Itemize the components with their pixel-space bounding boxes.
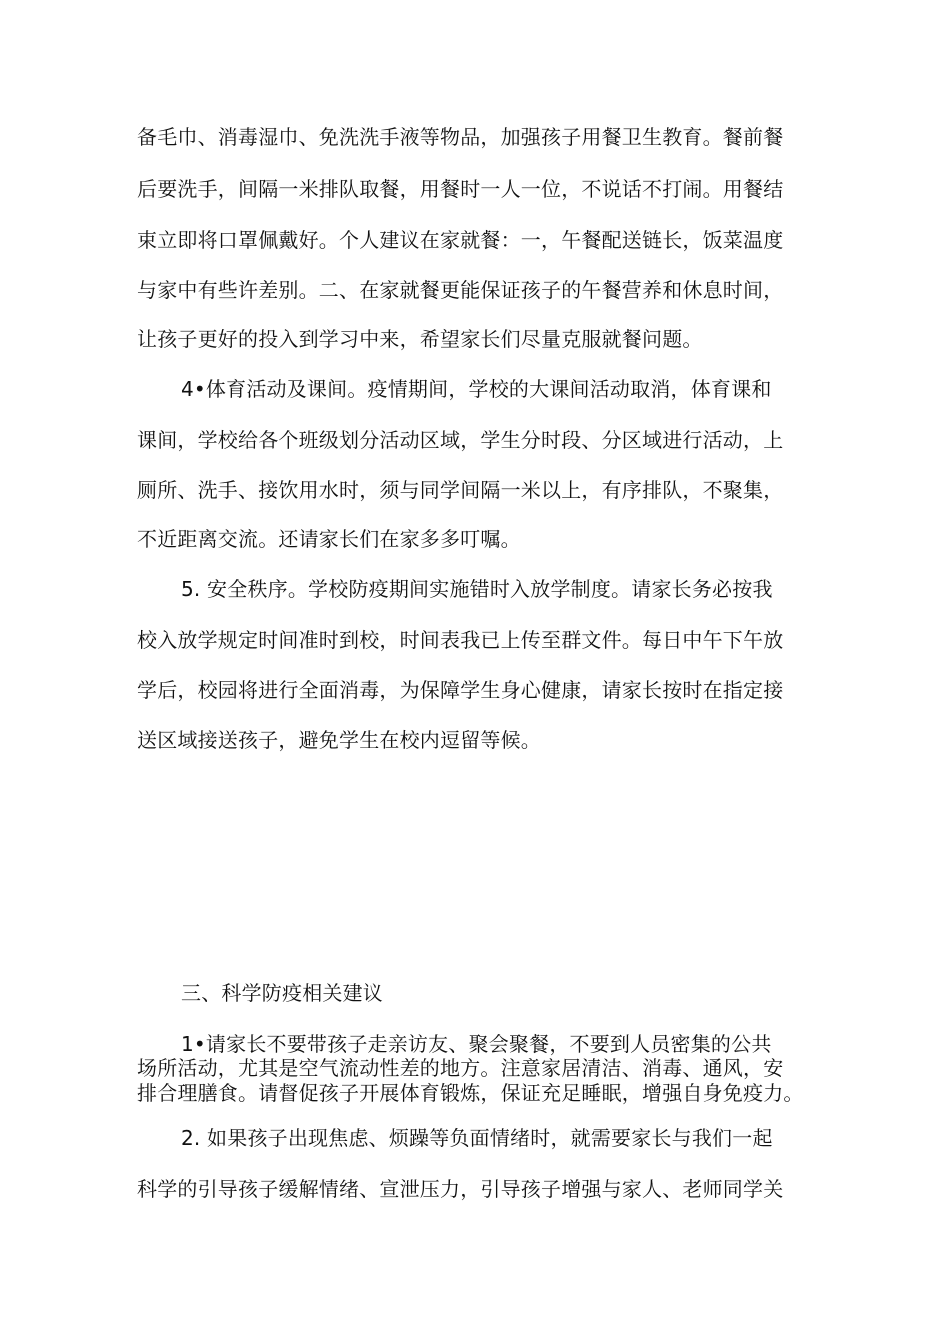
- text-line: 2. 如果孩子出现焦虑、烦躁等负面情绪时，就需要家长与我们一起: [181, 1126, 773, 1150]
- text-line: 场所活动，尤其是空气流动性差的地方。注意家居清洁、消毒、通风，安: [137, 1056, 784, 1080]
- text-line: 5. 安全秩序。学校防疫期间实施错时入放学制度。请家长务必按我: [181, 577, 773, 601]
- text-line: 束立即将口罩佩戴好。个人建议在家就餐：一，午餐配送链长，饭菜温度: [137, 228, 784, 252]
- text-line: 排合理膳食。请督促孩子开展体育锻炼，保证充足睡眠，增强自身免疫力。: [137, 1081, 804, 1105]
- text-line: 厕所、洗手、接饮用水时，须与同学间隔一米以上，有序排队，不聚集，: [137, 478, 784, 502]
- text-line: 让孩子更好的投入到学习中来，希望家长们尽量克服就餐问题。: [137, 327, 703, 351]
- text-line: 学后，校园将进行全面消毒，为保障学生身心健康，请家长按时在指定接: [137, 678, 784, 702]
- text-line: 送区域接送孩子，避免学生在校内逗留等候。: [137, 728, 541, 752]
- text-line: 1•请家长不要带孩子走亲访友、聚会聚餐，不要到人员密集的公共: [181, 1032, 772, 1056]
- text-line: 校入放学规定时间准时到校，时间表我已上传至群文件。每日中午下午放: [137, 628, 784, 652]
- text-line: 不近距离交流。还请家长们在家多多叮嘱。: [137, 527, 521, 551]
- text-line: 科学的引导孩子缓解情绪、宣泄压力，引导孩子增强与家人、老师同学关: [137, 1177, 784, 1201]
- text-line: 4•体育活动及课间。疫情期间，学校的大课间活动取消，体育课和: [181, 377, 772, 401]
- text-line: 后要洗手，间隔一米排队取餐，用餐时一人一位，不说话不打闹。用餐结: [137, 177, 784, 201]
- text-line: 备毛巾、消毒湿巾、免洗洗手液等物品，加强孩子用餐卫生教育。餐前餐: [137, 125, 784, 149]
- section-heading: 三、科学防疫相关建议: [181, 981, 383, 1005]
- text-line: 与家中有些许差别。二、在家就餐更能保证孩子的午餐营养和休息时间，: [137, 278, 784, 302]
- text-line: 课间，学校给各个班级划分活动区域，学生分时段、分区域进行活动，上: [137, 428, 784, 452]
